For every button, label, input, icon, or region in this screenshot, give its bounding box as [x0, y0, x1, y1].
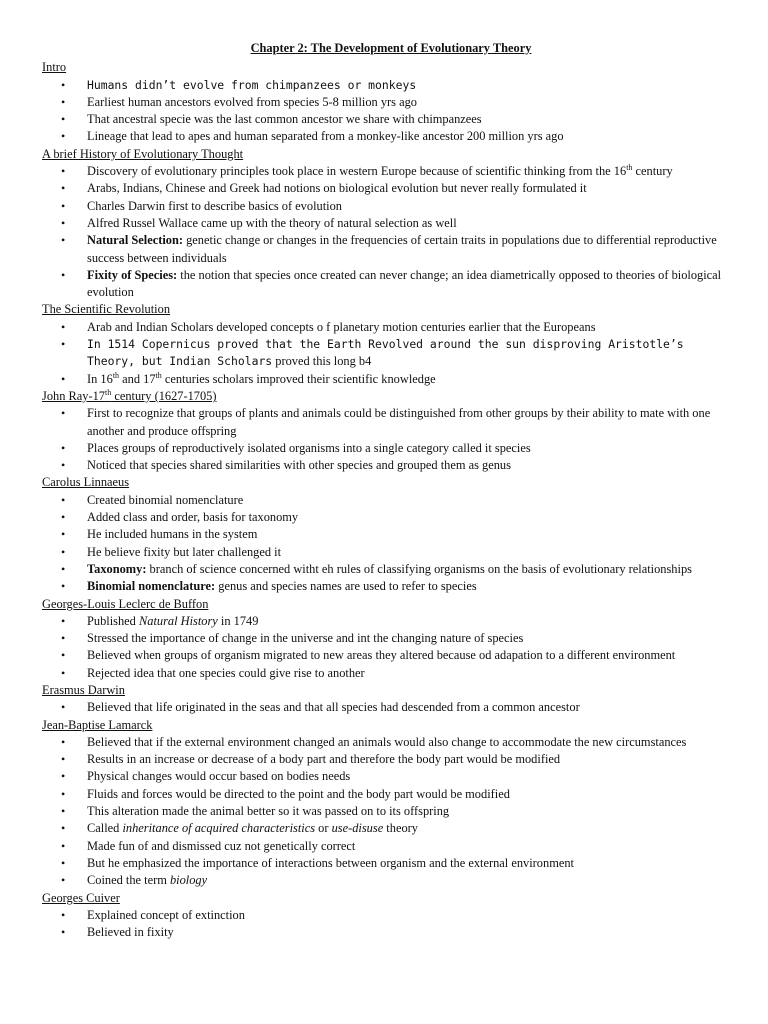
bullet-list-intro	[42, 77, 732, 146]
section-heading-history: A brief History of Evolutionary Thought	[42, 146, 244, 161]
list-item: • Natural Selection: genetic change or changes in the frequencies of certain traits in populations due to differential reproductive success between individuals	[42, 232, 732, 267]
bullet-list-ray	[42, 405, 732, 474]
bullet-list-linnaeus	[42, 492, 732, 596]
list-item: • Physical changes would occur based on bodies needs	[42, 768, 732, 785]
section-heading-linnaeus: Carolus Linnaeus	[42, 475, 130, 490]
bullet-list-revolution	[42, 319, 732, 388]
list-item: • He included humans in the system	[42, 526, 732, 543]
list-item: • Believed in fixity	[42, 924, 732, 941]
list-item: • Published Natural History in 1749	[42, 613, 732, 630]
bullet-list-erasmus	[42, 699, 732, 716]
list-item: • He believe fixity but later challenged it	[42, 544, 732, 561]
list-item: • Fixity of Species: the notion that species once created can never change; an idea diametrically opposed to theories of biological evolution	[42, 267, 732, 302]
list-item: • Believed that if the external environment changed an animals would also change to accommodate the new circumstances	[42, 734, 732, 751]
term: Binomial nomenclature:	[87, 579, 216, 594]
page-title: Chapter 2: The Development of Evolutionary Theory	[250, 41, 532, 55]
section-heading-intro: Intro	[42, 60, 67, 75]
list-item: • Humans didn’t evolve from chimpanzees or monkeys	[42, 77, 732, 94]
list-item: • Called inheritance of acquired characteristics or use-disuse theory	[42, 820, 732, 837]
list-item: • Made fun of and dismissed cuz not genetically correct	[42, 838, 732, 855]
list-item: • Results in an increase or decrease of a body part and therefore the body part would be modified	[42, 751, 732, 768]
document-page	[42, 40, 732, 941]
list-item: • First to recognize that groups of plants and animals could be distinguished from other groups by their ability to mate with one another and produce offspring	[42, 405, 732, 440]
list-item: • Added class and order, basis for taxonomy	[42, 509, 732, 526]
section-heading-erasmus: Erasmus Darwin	[42, 682, 125, 697]
section-heading-cuvier: Georges Cuiver	[42, 890, 120, 905]
term: Natural Selection:	[87, 233, 184, 248]
term: Taxonomy:	[87, 561, 147, 576]
list-item: • Charles Darwin first to describe basics of evolution	[42, 198, 732, 215]
list-item: • In 16th and 17th centuries scholars improved their scientific knowledge	[42, 371, 732, 388]
list-item: • Earliest human ancestors evolved from species 5-8 million yrs ago	[42, 94, 732, 111]
list-item: • Rejected idea that one species could give rise to another	[42, 665, 732, 682]
list-item: • Coined the term biology	[42, 872, 732, 889]
bullet-list-history	[42, 163, 732, 301]
list-item: • Noticed that species shared similarities with other species and grouped them as genus	[42, 457, 732, 474]
list-item: • Arab and Indian Scholars developed concepts o f planetary motion centuries earlier that the Europeans	[42, 319, 732, 336]
list-item: • Places groups of reproductively isolated organisms into a single category called it species	[42, 440, 732, 457]
list-item: • Stressed the importance of change in the universe and int the changing nature of species	[42, 630, 732, 647]
list-item: • But he emphasized the importance of interactions between organism and the external environment	[42, 855, 732, 872]
list-item: • Discovery of evolutionary principles took place in western Europe because of scientific thinking from the 16th century	[42, 163, 732, 180]
list-item: • That ancestral specie was the last common ancestor we share with chimpanzees	[42, 111, 732, 128]
list-item: • Created binomial nomenclature	[42, 492, 732, 509]
list-item: • This alteration made the animal better so it was passed on to its offspring	[42, 803, 732, 820]
list-item: • Alfred Russel Wallace came up with the theory of natural selection as well	[42, 215, 732, 232]
bullet-list-cuvier	[42, 907, 732, 942]
list-item: • Believed that life originated in the seas and that all species had descended from a common ancestor	[42, 699, 732, 716]
section-heading-buffon: Georges-Louis Leclerc de Buffon	[42, 596, 209, 611]
list-item: • Binomial nomenclature: genus and species names are used to refer to species	[42, 578, 732, 595]
list-item: • In 1514 Copernicus proved that the Earth Revolved around the sun disproving Aristotle’s Theory, but Indian Scholars proved this long b4	[42, 336, 732, 371]
list-item: • Explained concept of extinction	[42, 907, 732, 924]
list-item: • Believed when groups of organism migrated to new areas they altered because od adapation to a different environment	[42, 647, 732, 664]
bullet-list-buffon	[42, 613, 732, 682]
list-item: • Fluids and forces would be directed to the point and the body part would be modified	[42, 786, 732, 803]
list-item: • Lineage that lead to apes and human separated from a monkey-like ancestor 200 million yrs ago	[42, 128, 732, 145]
section-heading-revolution: The Scientific Revolution	[42, 302, 171, 317]
term: Fixity of Species:	[87, 267, 178, 282]
list-item: • Arabs, Indians, Chinese and Greek had notions on biological evolution but never really formulated it	[42, 180, 732, 197]
bullet-list-lamarck	[42, 734, 732, 890]
section-heading-lamarck: Jean-Baptise Lamarck	[42, 717, 153, 732]
section-heading-ray: John Ray-17th century (1627-1705)	[42, 387, 217, 403]
list-item: • Taxonomy: branch of science concerned witht eh rules of classifying organisms on the basis of evolutionary relationships	[42, 561, 732, 578]
